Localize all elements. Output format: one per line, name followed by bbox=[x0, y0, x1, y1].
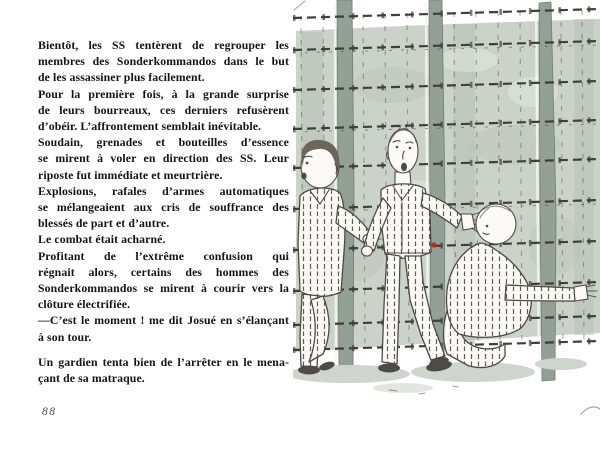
paragraph bbox=[38, 312, 289, 344]
paragraph bbox=[38, 134, 289, 183]
corner-sketch-mark bbox=[581, 407, 600, 414]
text-line: —C’est le moment ! me dit Josué en s’élançant bbox=[38, 313, 289, 328]
paragraph bbox=[38, 248, 289, 313]
open-mouth bbox=[401, 163, 407, 171]
paragraph bbox=[38, 86, 289, 135]
page-number: 88 bbox=[42, 406, 57, 418]
blood-mark bbox=[431, 242, 436, 247]
text-line: clôture électrifiée. bbox=[38, 297, 131, 312]
text-line: régnait alors, certains des hommes des bbox=[38, 264, 289, 279]
text-line: de leurs bourreaux, ces derniers refusèrent bbox=[38, 102, 289, 117]
text-line: Pour la première fois, à la grande surprise bbox=[38, 86, 289, 101]
text-line: de les assassiner plus facilement. bbox=[38, 70, 205, 85]
text-line: Le combat était acharné. bbox=[38, 232, 166, 247]
text-line: se mirent à voler en direction des SS. Leur bbox=[38, 151, 289, 166]
text-line: Un gardien tenta bien de l’arrêter en le mena- bbox=[38, 354, 289, 369]
text-line: se mélangeaient aux cris de souffrance des bbox=[38, 200, 289, 215]
text-line: à son tour. bbox=[38, 329, 92, 344]
text-line: Bientôt, les SS tentèrent de regrouper les bbox=[38, 38, 289, 52]
wire-end-mark bbox=[294, 1, 305, 10]
text-line: Soudain, grenades et bouteilles d’essence bbox=[38, 135, 289, 150]
illustration bbox=[293, 0, 600, 450]
paragraph bbox=[38, 354, 289, 386]
paragraph bbox=[38, 231, 289, 247]
text-line: Explosions, rafales d’armes automatiques bbox=[38, 183, 289, 198]
text-line: blessés de part et d’autre. bbox=[38, 216, 170, 231]
text-line: Sonderkommandos se mirent à courir vers la bbox=[38, 281, 289, 296]
open-mouth bbox=[301, 173, 306, 180]
fence-post bbox=[337, 0, 354, 375]
paragraph bbox=[38, 37, 289, 86]
text-line: membres des Sonderkommandos dans le but bbox=[38, 54, 289, 69]
text-column bbox=[38, 37, 289, 386]
text-line: çant de sa matraque. bbox=[38, 371, 145, 386]
text-line: Profitant de l’extrême confusion qui bbox=[38, 248, 289, 263]
paragraph bbox=[38, 183, 289, 232]
fence-illustration bbox=[293, 0, 600, 450]
text-line: d’obéir. L’affrontement semblait inévitable. bbox=[38, 119, 262, 134]
text-line: riposte fut immédiate et meurtrière. bbox=[38, 167, 223, 182]
